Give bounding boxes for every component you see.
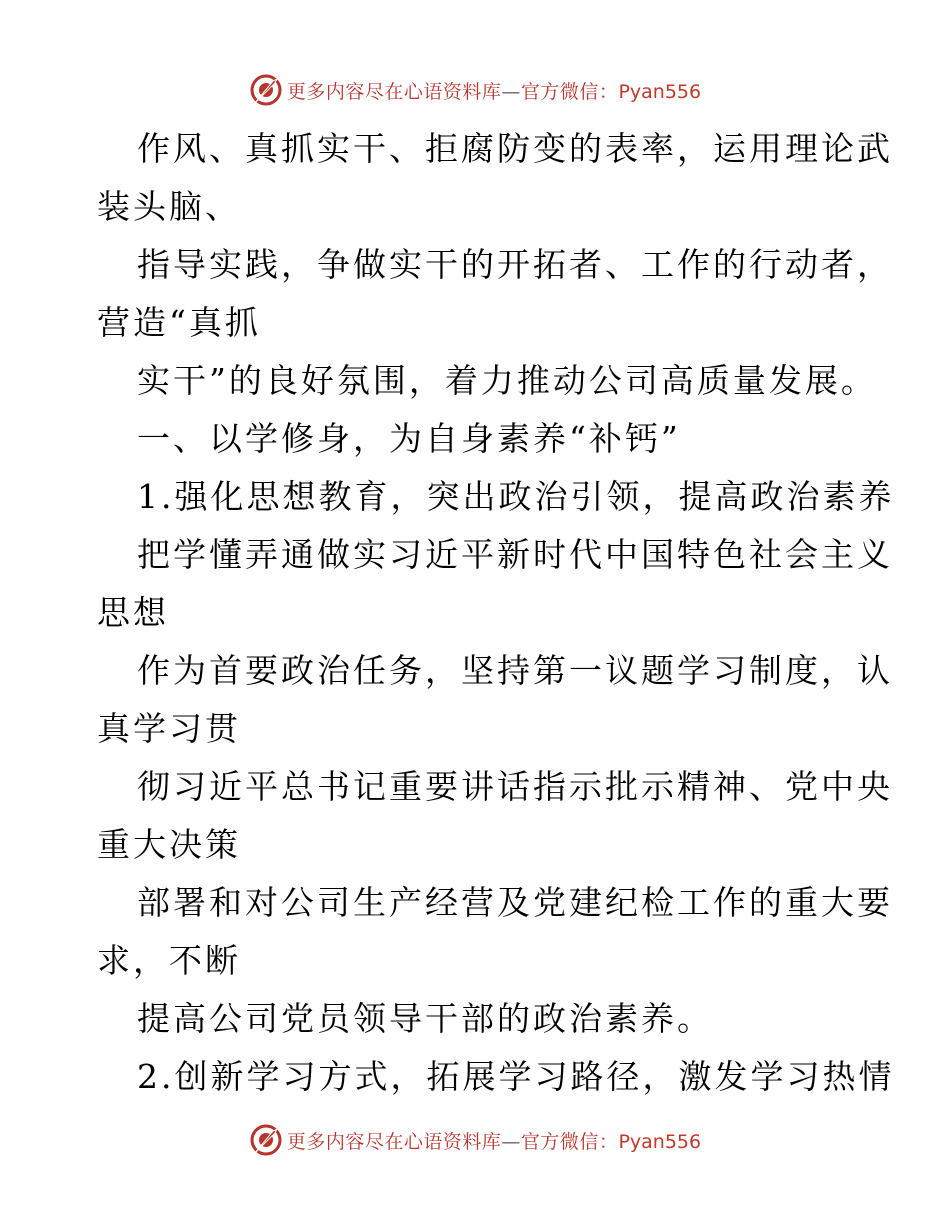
text-line: 指导实践，争做实干的开拓者、工作的行动者， xyxy=(137,245,893,284)
watermark-account: Pyan556 xyxy=(618,1130,702,1153)
subsection-heading: 2.创新学习方式，拓展学习路径，激发学习热情 xyxy=(137,1057,895,1096)
quill-seal-icon xyxy=(249,73,283,107)
text-line: 提高公司党员领导干部的政治素养。 xyxy=(137,999,713,1038)
footer-watermark xyxy=(0,1120,950,1160)
text-line: 思想 xyxy=(97,593,169,632)
text-line: 作为首要政治任务，坚持第一议题学习制度，认 xyxy=(137,651,893,690)
watermark-main: 更多内容尽在心语资料库 xyxy=(286,80,502,103)
text-line: 部署和对公司生产经营及党建纪检工作的重大要 xyxy=(137,883,893,922)
text-line: 营造“真抓 xyxy=(97,303,261,342)
text-line: 实干”的良好氛围，着力推动公司高质量发展。 xyxy=(137,361,877,400)
text-line: 装头脑、 xyxy=(97,187,241,226)
text-line: 作风、真抓实干、拒腐防变的表率，运用理论武 xyxy=(137,129,893,168)
watermark-account: Pyan556 xyxy=(618,80,702,103)
text-line: 重大决策 xyxy=(97,825,241,864)
section-heading: 一、以学修身，为自身素养“补钙” xyxy=(137,419,681,458)
text-line: 彻习近平总书记重要讲话指示批示精神、党中央 xyxy=(137,767,893,806)
watermark-main: 更多内容尽在心语资料库 xyxy=(286,1130,502,1153)
subsection-heading: 1.强化思想教育，突出政治引领，提高政治素养 xyxy=(137,477,895,516)
document-body xyxy=(97,120,895,1106)
watermark-text xyxy=(287,1127,701,1154)
text-line: 真学习贯 xyxy=(97,709,241,748)
watermark-label: 官方微信： xyxy=(520,80,619,103)
header-watermark xyxy=(0,70,950,110)
text-line: 把学懂弄通做实习近平新时代中国特色社会主义 xyxy=(137,535,893,574)
quill-seal-icon xyxy=(249,1123,283,1157)
watermark-label: 官方微信： xyxy=(520,1130,619,1153)
watermark-dash: — xyxy=(501,80,521,103)
watermark-text xyxy=(287,77,701,104)
text-line: 求，不断 xyxy=(97,941,241,980)
watermark-dash: — xyxy=(501,1130,521,1153)
